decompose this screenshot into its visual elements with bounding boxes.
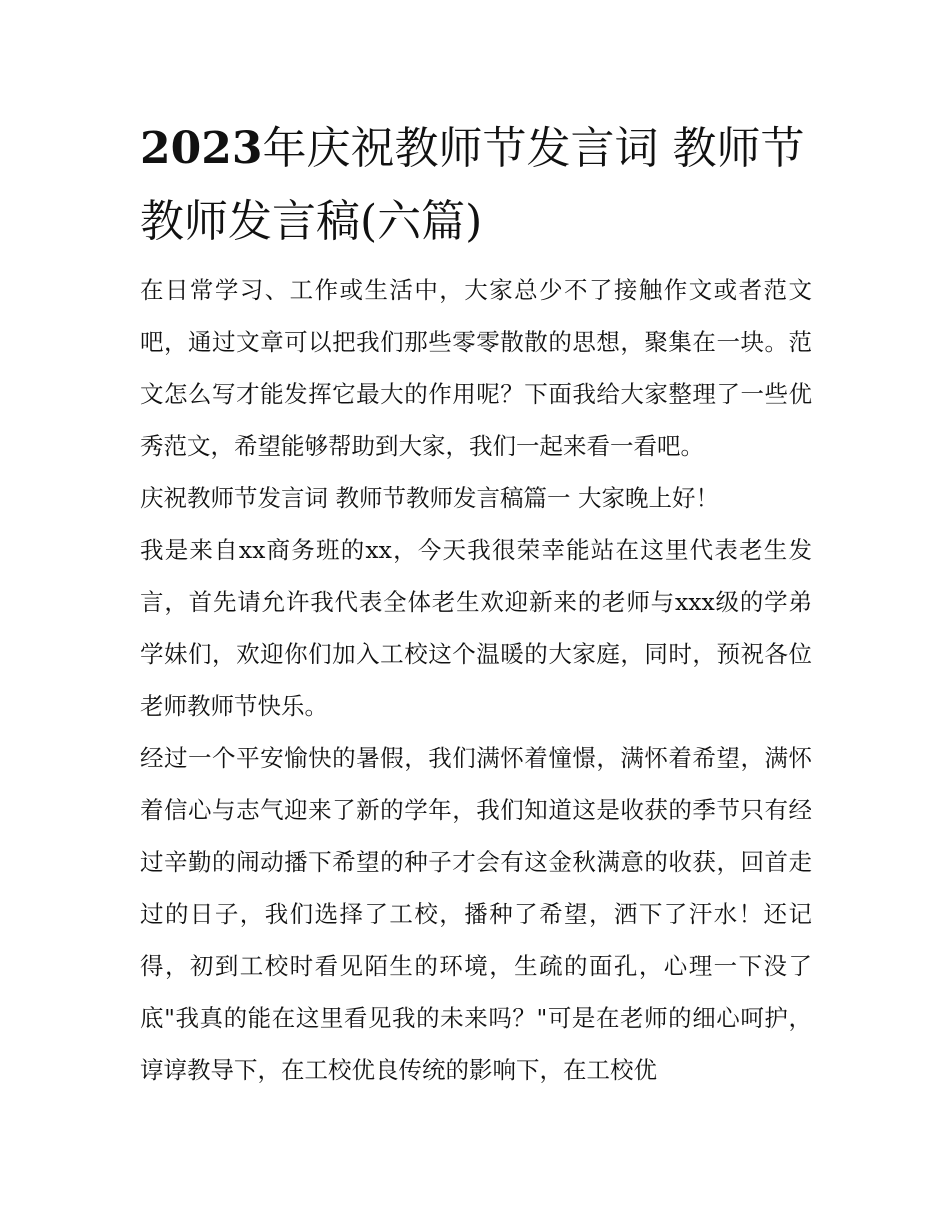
paragraph-heading: 庆祝教师节发言词 教师节教师发言稿篇一 大家晚上好！ bbox=[140, 484, 719, 512]
paragraph-reflection: 经过一个平安愉快的暑假，我们满怀着憧憬，满怀着希望，满怀着信心与志气迎来了新的学年，我们知道这是收获的季节只有经过辛勤的闹动播下希望的种子才会有这金秋满意的收获，回首走过的日子，我们选择了工校，播种了希望，洒下了汗水！还记得，初到工校时看见陌生的环境，生疏的面孔，心理一下没了底"我真的能在这里看见我的未来吗？"可是在老师的细心呵护，谆谆教导下，在工校优良传统的影响下，在工校优 bbox=[140, 744, 812, 1084]
paragraph-welcome: 我是来自xx商务班的xx，今天我很荣幸能站在这里代表老生发言，首先请允许我代表全体老生欢迎新来的老师与xxx级的学弟学妹们，欢迎你们加入工校这个温暖的大家庭，同时，预祝各位老师教师节快乐。 bbox=[140, 536, 812, 720]
document-title bbox=[140, 112, 812, 258]
title-text: 年庆祝教师节发言词 教师节教师发言稿(六篇) bbox=[140, 123, 805, 247]
title-year: 2023 bbox=[140, 123, 263, 174]
document-content bbox=[140, 112, 812, 1096]
paragraph-intro: 在日常学习、工作或生活中，大家总少不了接触作文或者范文吧，通过文章可以把我们那些零零散散的思想，聚集在一块。范文怎么写才能发挥它最大的作用呢？下面我给大家整理了一些优秀范文，希望能够帮助到大家，我们一起来看一看吧。 bbox=[140, 276, 812, 460]
document-body bbox=[140, 264, 812, 1096]
